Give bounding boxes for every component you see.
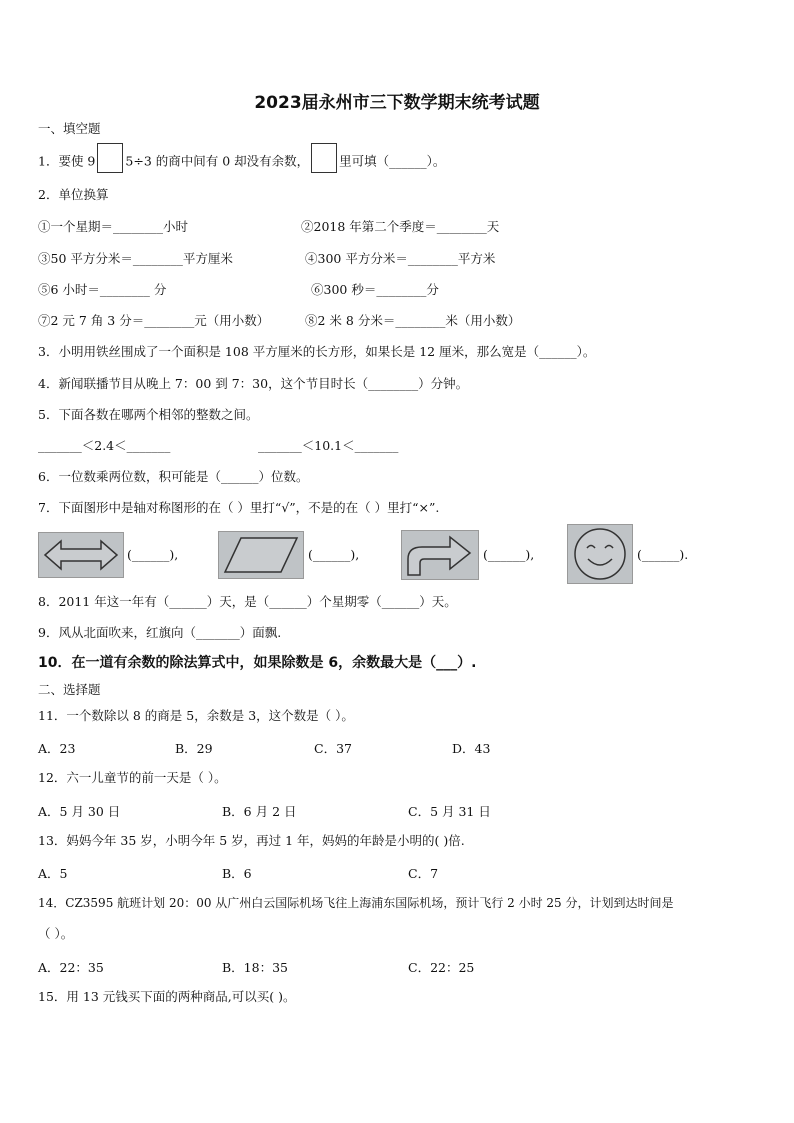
question-13: 13．妈妈今年 35 岁，小明今年 5 岁，再过 1 年，妈妈的年龄是小明的( )倍.	[38, 833, 465, 848]
q2-item-5: ⑤6 小时＝________ 分	[38, 282, 167, 297]
q5-part-a: _______＜2.4＜_______	[38, 438, 171, 453]
question-2-head: 2．单位换算	[38, 187, 109, 202]
q7-answer-3: (______),	[483, 547, 535, 562]
q11-option-c[interactable]: C．37	[314, 741, 352, 756]
q7-answer-2: (______),	[308, 547, 360, 562]
question-14-cont: （ ）。	[38, 926, 74, 941]
q11-option-a[interactable]: A．23	[38, 741, 76, 756]
question-3: 3．小明用铁丝围成了一个面积是 108 平方厘米的长方形，如果长是 12 厘米，那么宽是（______）。	[38, 344, 596, 359]
q14-option-b[interactable]: B．18：35	[222, 960, 288, 975]
q2-item-6: ⑥300 秒＝________分	[311, 282, 439, 297]
page-title: 2023届永州市三下数学期末统考试题	[254, 93, 540, 113]
digit-box[interactable]	[97, 143, 123, 173]
question-4: 4．新闻联播节目从晚上 7：00 到 7：30，这个节目时长（________）分钟。	[38, 376, 469, 391]
question-7-head: 7．下面图形中是轴对称图形的在（ ）里打“√”，不是的在（ ）里打“×”.	[38, 500, 440, 515]
q12-option-b[interactable]: B．6 月 2 日	[222, 804, 297, 819]
question-5-head: 5．下面各数在哪两个相邻的整数之间。	[38, 407, 259, 422]
q7-answer-1: (______),	[127, 547, 179, 562]
q11-option-d[interactable]: D．43	[452, 741, 491, 756]
q13-option-b[interactable]: B．6	[222, 866, 252, 881]
question-8: 8．2011 年这一年有（______）天，是（______）个星期零（______）天。	[38, 594, 457, 609]
q2-item-8: ⑧2 米 8 分米＝________米（用小数）	[305, 313, 521, 328]
q2-item-3: ③50 平方分米＝________平方厘米	[38, 251, 233, 266]
section-choice: 二、选择题	[38, 682, 101, 697]
q14-option-a[interactable]: A．22：35	[38, 960, 104, 975]
q13-option-a[interactable]: A．5	[38, 866, 68, 881]
double-arrow-figure	[38, 532, 124, 578]
question-11: 11．一个数除以 8 的商是 5，余数是 3，这个数是（ ）。	[38, 708, 354, 723]
q1-part-b: 5÷3 的商中间有 0 却没有余数，	[125, 153, 310, 169]
q1-part-a: 1．要使 9	[38, 153, 96, 169]
question-6: 6．一位数乘两位数，积可能是（______）位数。	[38, 469, 309, 484]
smiley-face-figure	[567, 524, 633, 584]
q11-option-b[interactable]: B．29	[175, 741, 213, 756]
q7-answer-4: (______).	[637, 547, 689, 562]
q2-item-1: ①一个星期＝________小时	[38, 219, 189, 234]
q12-option-c[interactable]: C．5 月 31 日	[408, 804, 491, 819]
q2-item-7: ⑦2 元 7 角 3 分＝________元（用小数）	[38, 313, 270, 328]
q5-part-b: _______＜10.1＜_______	[258, 438, 399, 453]
question-9: 9．风从北面吹来，红旗向（_______）面飘.	[38, 625, 282, 640]
digit-box[interactable]	[311, 143, 337, 173]
question-1	[38, 151, 445, 173]
q14-option-c[interactable]: C．22：25	[408, 960, 475, 975]
question-15: 15．用 13 元钱买下面的两种商品,可以买( )。	[38, 989, 296, 1004]
parallelogram-figure	[218, 531, 304, 579]
question-12: 12．六一儿童节的前一天是（ ）。	[38, 770, 227, 785]
question-10: 10．在一道有余数的除法算式中，如果除数是 6，余数最大是（___）.	[38, 655, 477, 671]
question-14: 14．CZ3595 航班计划 20：00 从广州白云国际机场飞往上海浦东国际机场，预计飞行 2 小时 25 分，计划到达时间是	[38, 896, 674, 910]
q1-part-c: 里可填（______）。	[339, 153, 446, 169]
q2-item-2: ②2018 年第二个季度＝________天	[301, 219, 500, 234]
q12-option-a[interactable]: A．5 月 30 日	[38, 804, 121, 819]
q2-item-4: ④300 平方分米＝________平方米	[305, 251, 496, 266]
curved-arrow-figure	[401, 530, 479, 580]
q13-option-c[interactable]: C．7	[408, 866, 439, 881]
section-fill-blank: 一、填空题	[38, 121, 101, 136]
